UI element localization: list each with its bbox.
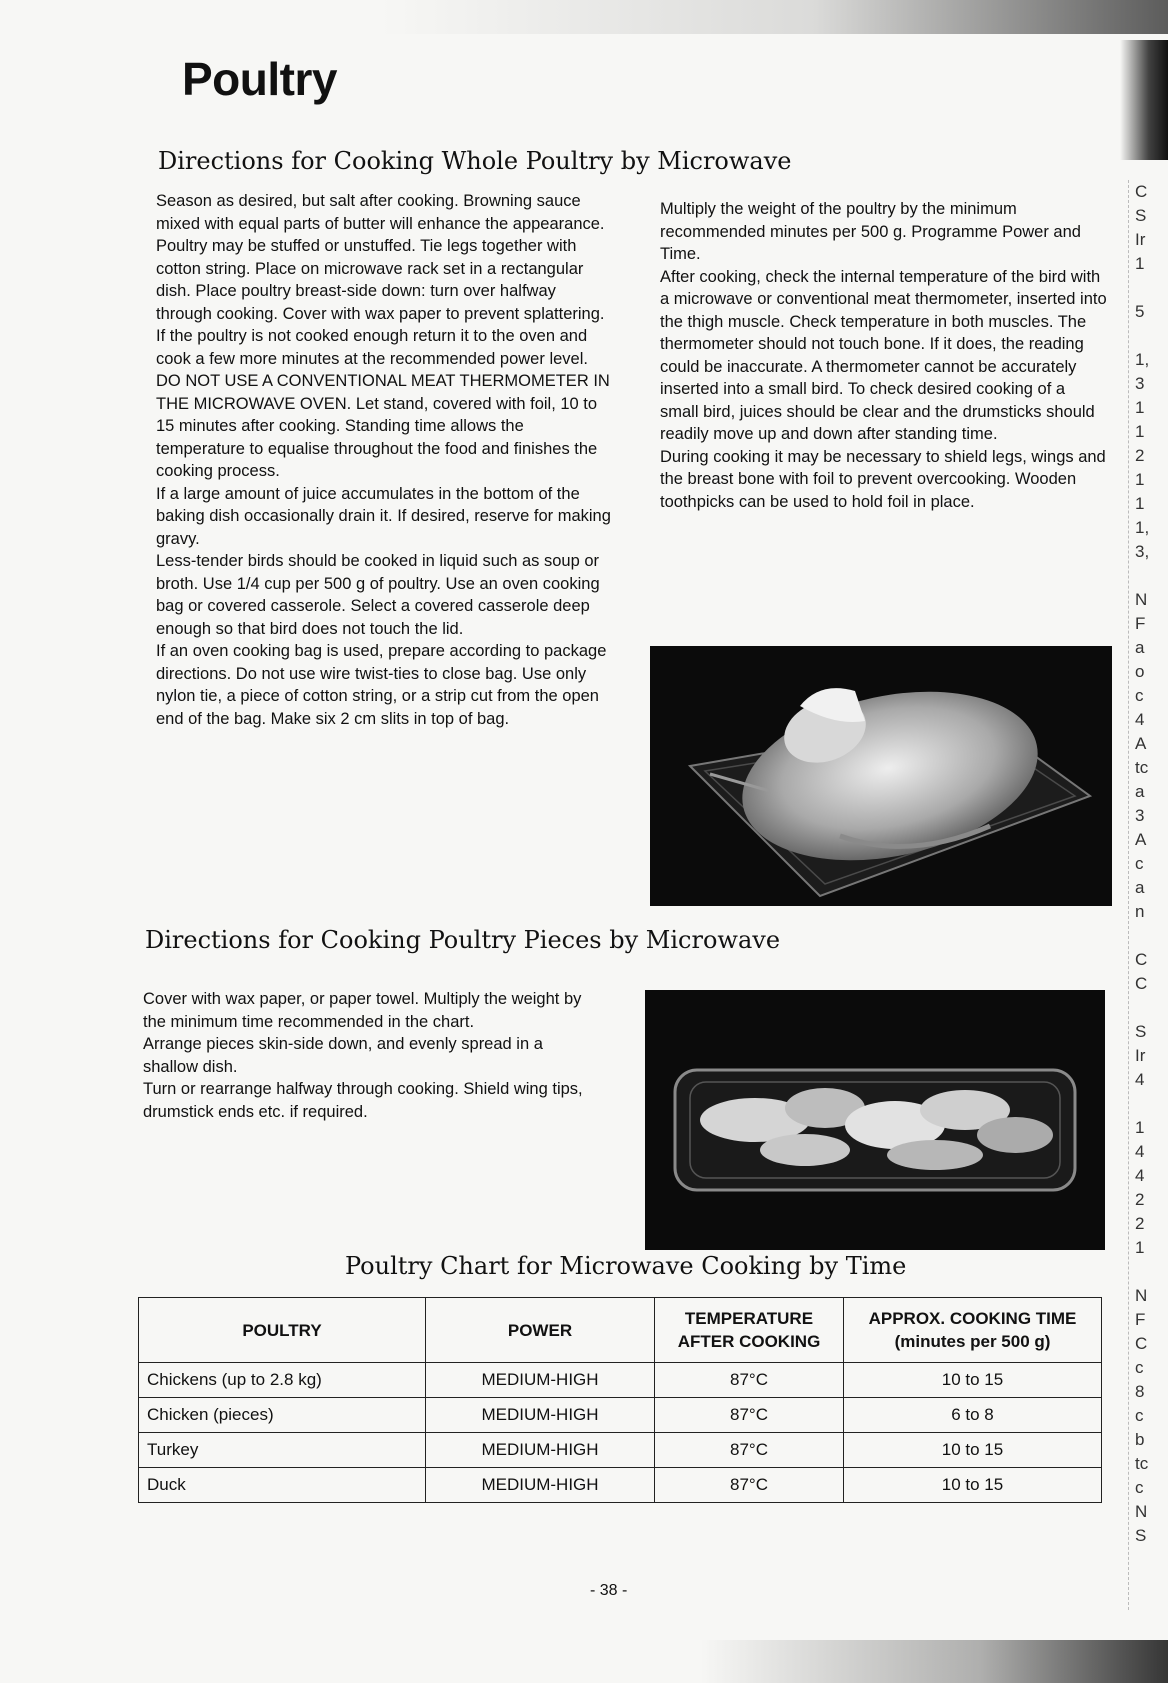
next-page-fragment: S <box>1135 206 1147 225</box>
next-page-fragment: n <box>1135 902 1145 921</box>
paragraph: DO NOT USE A CONVENTIONAL MEAT THERMOMETER IN THE MICROWAVE OVEN. Let stand, covered with foil, 10 to 15 minutes after cooking. Standing time allows the temperature to equalise throughout the food and finishes the cooking process. <box>156 372 610 480</box>
next-page-fragment: F <box>1135 614 1146 633</box>
time-cell: 10 to 15 <box>844 1433 1102 1468</box>
next-page-fragment: 4 <box>1135 710 1145 729</box>
next-page-fragment: c <box>1135 854 1144 873</box>
next-page-fragment: 3 <box>1135 806 1145 825</box>
next-page-fragment: S <box>1135 1022 1147 1041</box>
temperature-cell: 87°C <box>655 1468 844 1503</box>
table-row <box>139 1433 1102 1468</box>
next-page-fragment: A <box>1135 830 1147 849</box>
next-page-fragment <box>1129 1092 1168 1116</box>
power-cell: MEDIUM-HIGH <box>426 1468 655 1503</box>
next-page-fragment <box>1129 996 1168 1020</box>
column-header-temperature: TEMPERATURE AFTER COOKING <box>655 1298 844 1363</box>
next-page-fragment: 4 <box>1135 1070 1145 1089</box>
next-page-fragment: Ir <box>1135 230 1146 249</box>
next-page-fragment: 8 <box>1135 1382 1145 1401</box>
next-page-fragment: c <box>1135 1478 1144 1497</box>
table-row <box>139 1398 1102 1433</box>
next-page-fragment: 1 <box>1135 422 1145 441</box>
next-page-fragment: C <box>1135 974 1148 993</box>
paragraph: Multiply the weight of the poultry by the minimum recommended minutes per 500 g. Programme Power and Time. <box>660 200 1081 263</box>
next-page-fragment: 2 <box>1135 1190 1145 1209</box>
power-cell: MEDIUM-HIGH <box>426 1433 655 1468</box>
next-page-fragment: 2 <box>1135 446 1145 465</box>
next-page-fragment: tc <box>1135 1454 1149 1473</box>
next-page-fragment: c <box>1135 1358 1144 1377</box>
time-cell: 10 to 15 <box>844 1468 1102 1503</box>
paragraph: During cooking it may be necessary to shield legs, wings and the breast bone with foil to prevent overcooking. Wooden toothpicks can be used to hold foil in place. <box>660 447 1106 511</box>
table-header-row <box>139 1298 1102 1363</box>
next-page-fragment: N <box>1135 1286 1148 1305</box>
chicken-pieces-photo <box>645 990 1105 1250</box>
power-cell: MEDIUM-HIGH <box>426 1363 655 1398</box>
next-page-fragment: 1, <box>1135 350 1150 369</box>
paragraph: Season as desired, but salt after cooking. Browning sauce mixed with equal parts of butter will enhance the appearance. <box>156 192 605 233</box>
next-page-fragment: 3, <box>1135 542 1150 561</box>
next-page-fragment: 2 <box>1135 1214 1145 1233</box>
next-page-fragment: a <box>1135 878 1145 897</box>
poultry-pieces-text <box>143 988 601 1123</box>
paragraph: Turn or rearrange halfway through cooking. Shield wing tips, drumstick ends etc. if required. <box>143 1080 583 1121</box>
next-page-fragment: c <box>1135 1406 1144 1425</box>
next-page-fragment: Ir <box>1135 1046 1146 1065</box>
next-page-fragment <box>1129 276 1168 300</box>
next-page-fragment <box>1129 324 1168 348</box>
next-page-fragment: N <box>1135 590 1148 609</box>
next-page-fragment: o <box>1135 662 1145 681</box>
poultry-cell: Turkey <box>139 1433 426 1468</box>
next-page-fragment: 3 <box>1135 374 1145 393</box>
paragraph: If an oven cooking bag is used, prepare according to package directions. Do not use wire twist-ties to close bag. Use only nylon tie, a piece of cotton string, or a strip cut from the open end of the bag. Make six 2 cm slits in top of bag. <box>156 642 607 728</box>
next-page-fragment: C <box>1135 950 1148 969</box>
poultry-pieces-heading: Directions for Cooking Poultry Pieces by Microwave <box>145 926 781 954</box>
next-page-fragment <box>1129 924 1168 948</box>
whole-poultry-left-column <box>156 190 611 730</box>
paragraph: Less-tender birds should be cooked in liquid such as soup or broth. Use 1/4 cup per 500 g of poultry. Use an oven cooking bag or covered casserole. Select a covered casserole deep enough so that bird does not touch the lid. <box>156 552 600 638</box>
next-page-fragment: 1 <box>1135 398 1145 417</box>
next-page-fragment: 1, <box>1135 518 1150 537</box>
cooking-time-label: APPROX. COOKING TIME <box>868 1309 1077 1328</box>
poultry-cooking-chart <box>138 1297 1102 1503</box>
column-header-poultry: POULTRY <box>139 1298 426 1363</box>
cooking-time-unit: (minutes per 500 g) <box>894 1332 1051 1351</box>
next-page-fragment: F <box>1135 1310 1146 1329</box>
table-row <box>139 1363 1102 1398</box>
next-page-fragment: N <box>1135 1502 1148 1521</box>
paragraph: If the poultry is not cooked enough return it to the oven and cook a few more minutes at the recommended power level. <box>156 327 588 368</box>
page-number: - 38 - <box>590 1582 628 1599</box>
next-page-fragment: 1 <box>1135 254 1145 273</box>
poultry-cell: Duck <box>139 1468 426 1503</box>
page-title: Poultry <box>182 53 337 105</box>
paragraph: Arrange pieces skin-side down, and evenly spread in a shallow dish. <box>143 1035 543 1076</box>
next-page-fragment <box>1129 1260 1168 1284</box>
whole-poultry-heading: Directions for Cooking Whole Poultry by Microwave <box>158 147 792 175</box>
temperature-cell: 87°C <box>655 1398 844 1433</box>
next-page-edge <box>1128 180 1168 1610</box>
next-page-fragment: 1 <box>1135 1118 1145 1137</box>
page-edge-shadow <box>700 1640 1168 1683</box>
next-page-fragment: C <box>1135 182 1148 201</box>
time-cell: 10 to 15 <box>844 1363 1102 1398</box>
next-page-fragment: a <box>1135 782 1145 801</box>
chart-heading: Poultry Chart for Microwave Cooking by Time <box>345 1252 907 1280</box>
temperature-cell: 87°C <box>655 1363 844 1398</box>
next-page-fragment: A <box>1135 734 1147 753</box>
next-page-fragment: c <box>1135 686 1144 705</box>
next-page-fragment: 4 <box>1135 1166 1145 1185</box>
page-edge-shadow <box>380 0 1168 34</box>
temperature-cell: 87°C <box>655 1433 844 1468</box>
paragraph: Poultry may be stuffed or unstuffed. Tie legs together with cotton string. Place on microwave rack set in a rectangular dish. Place poultry breast-side down: turn over halfway through cooking. Cover with wax paper to prevent splattering. <box>156 237 605 323</box>
paragraph: If a large amount of juice accumulates in the bottom of the baking dish occasionally drain it. If desired, reserve for making gravy. <box>156 484 611 548</box>
whole-chicken-photo <box>650 646 1112 906</box>
next-page-fragment: 5 <box>1135 302 1145 321</box>
next-page-fragment: S <box>1135 1526 1147 1545</box>
paragraph: After cooking, check the internal temperature of the bird with a microwave or conventional meat thermometer, inserted into the thigh muscle. Check temperature in both muscles. The thermometer should not touch bone. If it does, the reading could be inaccurate. A thermometer cannot be accurately inserted into a small bird. To check desired cooking of a small bird, juices should be clear and the drumsticks should readily move up and down after standing time. <box>660 267 1107 443</box>
next-page-fragment: C <box>1135 1334 1148 1353</box>
poultry-cell: Chicken (pieces) <box>139 1398 426 1433</box>
next-page-fragment: 1 <box>1135 470 1145 489</box>
column-header-power: POWER <box>426 1298 655 1363</box>
next-page-fragment: 1 <box>1135 494 1145 513</box>
next-page-fragment: b <box>1135 1430 1145 1449</box>
next-page-fragment: tc <box>1135 758 1149 777</box>
power-cell: MEDIUM-HIGH <box>426 1398 655 1433</box>
next-page-fragment: 1 <box>1135 1238 1145 1257</box>
poultry-cell: Chickens (up to 2.8 kg) <box>139 1363 426 1398</box>
paragraph: Cover with wax paper, or paper towel. Multiply the weight by the minimum time recommended in the chart. <box>143 990 582 1031</box>
column-header-cooking-time <box>844 1298 1102 1363</box>
table-row <box>139 1468 1102 1503</box>
next-page-fragment <box>1129 564 1168 588</box>
time-cell: 6 to 8 <box>844 1398 1102 1433</box>
next-page-fragment: 4 <box>1135 1142 1145 1161</box>
next-page-fragment: a <box>1135 638 1145 657</box>
whole-poultry-right-column <box>660 198 1108 513</box>
page-edge-shadow <box>1120 40 1168 160</box>
